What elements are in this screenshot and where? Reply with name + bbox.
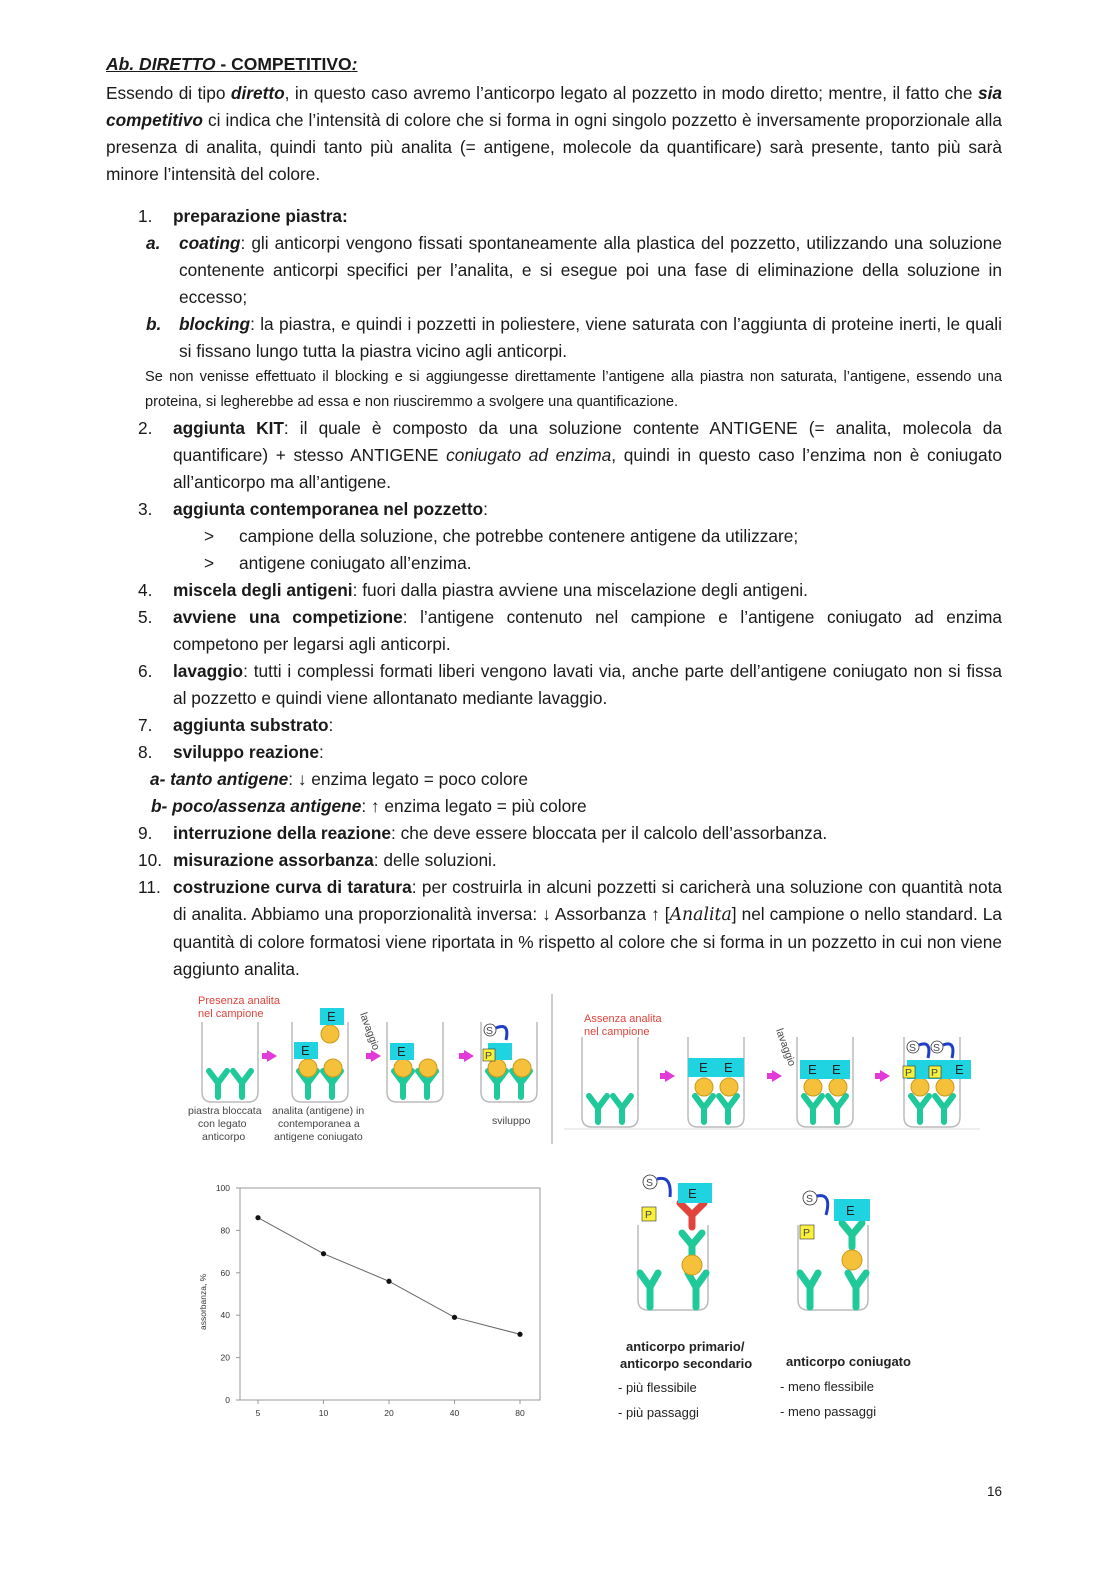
right-caption: anticorpo coniugato (786, 1354, 911, 1369)
step-title: sviluppo reazione (173, 742, 319, 762)
product-label: P (803, 1227, 811, 1239)
x-tick-label: 5 (255, 1408, 261, 1418)
intro-text-2: , in questo caso avremo l’anticorpo legato al pozzetto in modo diretto; mentre, il fatto che (284, 83, 978, 103)
step-5 (106, 604, 1002, 658)
step-text: : delle soluzioni. (373, 850, 497, 870)
antibody-comparison-figure (600, 1165, 960, 1430)
intro-text-1: Essendo di tipo (106, 83, 231, 103)
arrow-icon (267, 1050, 277, 1062)
step-title: costruzione curva di taratura (173, 877, 412, 897)
step-text: ] nel campione o nello standard. La quantità di colore formatosi viene riportata in % rispetto al colore che si forma in un pozzetto in cui non viene aggiunto analita. (173, 904, 1002, 979)
arrow-stem (767, 1073, 773, 1079)
step-text: : (483, 499, 488, 519)
right-title-line2: nel campione (584, 1026, 650, 1038)
left-caption-line2: anticorpo secondario (620, 1356, 753, 1371)
enzyme-label: E (688, 1186, 697, 1201)
data-point (517, 1332, 522, 1337)
caption-2-line3: antigene coniugato (274, 1131, 363, 1143)
arrow-icon (371, 1050, 381, 1062)
enzyme-label: E (699, 1060, 708, 1075)
step-10 (106, 847, 1002, 874)
y-tick-label: 80 (220, 1225, 230, 1236)
step-1b (106, 311, 1002, 365)
heading-italic: Ab. DIRETTO (106, 54, 216, 74)
arrow-icon (665, 1070, 675, 1082)
sub-title: coating (179, 233, 241, 253)
calibration-chart (190, 1172, 550, 1427)
arrow-stem (875, 1073, 881, 1079)
left-caption-line1: anticorpo primario/ (626, 1339, 745, 1354)
right-title-line1: Assenza analita (584, 1013, 662, 1025)
step-1 (106, 203, 1002, 230)
intro-bold-2: sia competitivo (106, 83, 1002, 130)
enzyme-label: E (846, 1203, 855, 1218)
section-heading (106, 54, 358, 75)
x-ticks (256, 1400, 525, 1418)
elisa-scheme-figure (180, 992, 1000, 1152)
arrow-stem (366, 1053, 372, 1059)
x-tick-label: 20 (384, 1408, 394, 1418)
y-tick-label: 0 (225, 1395, 230, 1405)
step-number: 11. (138, 877, 161, 897)
bullet-item (204, 550, 1002, 577)
step-number: 8. (138, 742, 153, 762)
caption-3: sviluppo (492, 1115, 531, 1127)
step-text: : (318, 742, 324, 762)
arrow-icon (880, 1070, 890, 1082)
y-tick-label: 100 (215, 1183, 230, 1193)
step-number: 7. (138, 715, 153, 735)
heading-rest: - COMPETITIVO (215, 54, 352, 74)
right-point-1: - meno flessibile (780, 1379, 874, 1394)
enzyme-label: E (327, 1009, 336, 1024)
step-text: : il quale è composto da una soluzione contente ANTIGENE (= analita, molecola da quantificare) + stesso ANTIGENE (173, 418, 1002, 465)
plot-frame (240, 1188, 540, 1400)
step-text: : che deve essere bloccata per il calcolo dell’assorbanza. (391, 823, 828, 843)
step-number: 1. (138, 206, 153, 226)
step-3 (106, 496, 1002, 523)
enzyme-label: E (397, 1044, 406, 1059)
sub-text: : la piastra, e quindi i pozzetti in poliestere, viene saturata con l’aggiunta di proteine inerti, le quali si fissano lungo tutta la piastra vicino agli anticorpi. (179, 314, 1002, 361)
step-9 (106, 820, 1002, 847)
sub-title: blocking (179, 314, 251, 334)
sub-text: : ↓ enzima legato = poco colore (288, 769, 528, 789)
step-number: 2. (138, 418, 153, 438)
step-text: , quindi in questo caso l’enzima non è coniugato all’anticorpo ma all’antigene. (173, 445, 1002, 492)
step-number: 9. (138, 823, 153, 843)
data-point (386, 1279, 391, 1284)
sub-title: a- tanto antigene (150, 769, 289, 789)
step-title: avviene una competizione (173, 607, 403, 627)
substrate-label: S (486, 1025, 494, 1037)
right-point-2: - meno passaggi (780, 1404, 877, 1419)
well-7 (797, 1037, 853, 1127)
intro-paragraph (106, 80, 1002, 188)
sub-text: : gli anticorpi vengono fissati spontaneamente alla plastica del pozzetto, utilizzando una soluzione contenente anticorpi specifici per l’analita, e si esegue poi una fase di eliminazione della soluzione in eccesso; (179, 233, 1002, 307)
page-number: 16 (987, 1484, 1003, 1499)
wash-label: lavaggio (357, 1010, 382, 1052)
data-point (452, 1315, 457, 1320)
step-text: : per costruirla in alcuni pozzetti si caricherà una soluzione con quantità nota di analita. Abbiamo una proporzionalità inversa: ↓ Assorbanza ↑ [ (173, 877, 1002, 924)
substrate-label: S (646, 1177, 654, 1189)
caption-2-line1: analita (antigene) in (272, 1105, 365, 1117)
step-text: : tutti i complessi formati liberi vengono lavati via, anche parte dell’antigene coniugato non si fissa al pozzetto e quindi viene allontanato mediante lavaggio. (173, 661, 1002, 708)
product-label: P (645, 1209, 653, 1221)
step-text: : l’antigene contenuto nel campione e l’antigene coniugato ad enzima competono per legarsi agli anticorpi. (173, 607, 1002, 654)
blocking-note: Se non venisse effettuato il blocking e si aggiungesse direttamente l’antigene alla piastra non saturata, l’antigene, essendo una proteina, si legherebbe ad essa e non riusciremmo a svolgere una quantificazione. (145, 369, 1002, 410)
step-title: misurazione assorbanza (173, 850, 374, 870)
sub-text: : ↑ enzima legato = più colore (361, 796, 587, 816)
arrow-stem (660, 1073, 666, 1079)
step-8b (151, 793, 1002, 820)
caption-2-line2: contemporanea a (278, 1118, 360, 1130)
step-title: miscela degli antigeni (173, 580, 353, 600)
step-number: 10. (138, 850, 163, 870)
substrate-label: S (806, 1193, 814, 1205)
y-tick-label: 20 (220, 1352, 230, 1363)
step-8a (150, 766, 1002, 793)
bullet-text: campione della soluzione, che potrebbe contenere antigene da utilizzare; (239, 526, 799, 546)
sub-title: b- poco/assenza antigene (151, 796, 362, 816)
left-point-2: - più passaggi (618, 1405, 699, 1420)
step-11 (106, 874, 1002, 983)
step-title: aggiunta contemporanea nel pozzetto (173, 499, 484, 519)
y-tick-label: 60 (220, 1267, 230, 1278)
enzyme-label: E (724, 1060, 733, 1075)
step-number: 4. (138, 580, 153, 600)
intro-text-3: ci indica che l’intensità di colore che si forma in ogni singolo pozzetto è inversamente proporzionale alla presenza di analita, quindi tanto più analita (= antigene, molecole da quantificare) sarà presente, tanto più sarà minore l’intensità del colore. (106, 110, 1002, 184)
step-title: preparazione piastra: (173, 206, 348, 226)
data-points (255, 1215, 522, 1337)
left-title-line2: nel campione (198, 1008, 264, 1020)
well-4 (481, 1022, 537, 1102)
caption-1-line3: anticorpo (202, 1131, 246, 1143)
left-point-1: - più flessibile (618, 1380, 697, 1395)
step-title: aggiunta substrato (173, 715, 329, 735)
step-8 (106, 739, 1002, 766)
bullet-text: antigene coniugato all’enzima. (239, 553, 472, 573)
arrow-stem (262, 1053, 268, 1059)
y-axis-label: assorbanza, % (198, 1273, 208, 1330)
x-tick-label: 10 (318, 1408, 329, 1418)
steps-list (106, 203, 1002, 983)
wash-label: lavaggio (773, 1026, 798, 1068)
x-tick-label: 40 (449, 1408, 460, 1418)
y-tick-label: 40 (220, 1310, 230, 1321)
arrow-icon (464, 1050, 474, 1062)
x-tick-label: 80 (515, 1408, 525, 1418)
arrow-icon (772, 1070, 782, 1082)
step-title: aggiunta KIT (173, 418, 284, 438)
left-title-line1: Presenza analita (198, 995, 280, 1007)
bullet-icon: > (204, 553, 215, 573)
enzyme-label: E (832, 1062, 841, 1077)
data-point (255, 1215, 260, 1220)
enzyme-label: E (301, 1043, 310, 1058)
product-label: P (931, 1067, 939, 1079)
well-2 (292, 1008, 348, 1102)
enzyme-label: E (808, 1062, 817, 1077)
substrate-label: S (909, 1042, 917, 1054)
step-italic: coniugato ad enzima (446, 445, 612, 465)
caption-1-line1: piastra bloccata (188, 1105, 262, 1117)
y-ticks (216, 1183, 240, 1405)
well-6 (688, 1037, 744, 1127)
step-title: interruzione della reazione (173, 823, 391, 843)
step-4 (106, 577, 1002, 604)
step-text: : fuori dalla piastra avviene una miscelazione degli antigeni. (352, 580, 808, 600)
step-title: lavaggio (173, 661, 244, 681)
arrow-stem (459, 1053, 465, 1059)
step-text: : (328, 715, 334, 735)
sub-letter: b. (146, 314, 162, 334)
data-point (321, 1251, 326, 1256)
bullet-icon: > (204, 526, 215, 546)
well-1 (202, 1022, 258, 1102)
step-7 (106, 712, 1002, 739)
heading-colon: : (351, 54, 358, 74)
sub-letter: a. (146, 233, 161, 253)
step-italic: Analita (669, 905, 732, 925)
step-number: 6. (138, 661, 153, 681)
product-label: P (485, 1050, 493, 1062)
substrate-label: S (933, 1042, 941, 1054)
step-number: 3. (138, 499, 153, 519)
well-primary-secondary (638, 1175, 712, 1310)
step-6 (106, 658, 1002, 712)
bullet-item (204, 523, 1002, 550)
well-conjugated (798, 1191, 870, 1310)
step-number: 5. (138, 607, 153, 627)
enzyme-label: E (955, 1062, 964, 1077)
trend-line (258, 1218, 520, 1335)
intro-bold-1: diretto (230, 83, 285, 103)
well-3 (387, 1022, 443, 1102)
well-8 (903, 1037, 971, 1127)
step-1a (106, 230, 1002, 311)
caption-1-line2: con legato (198, 1118, 247, 1130)
step-2 (106, 415, 1002, 496)
well-5 (582, 1037, 638, 1127)
product-label: P (905, 1067, 913, 1079)
